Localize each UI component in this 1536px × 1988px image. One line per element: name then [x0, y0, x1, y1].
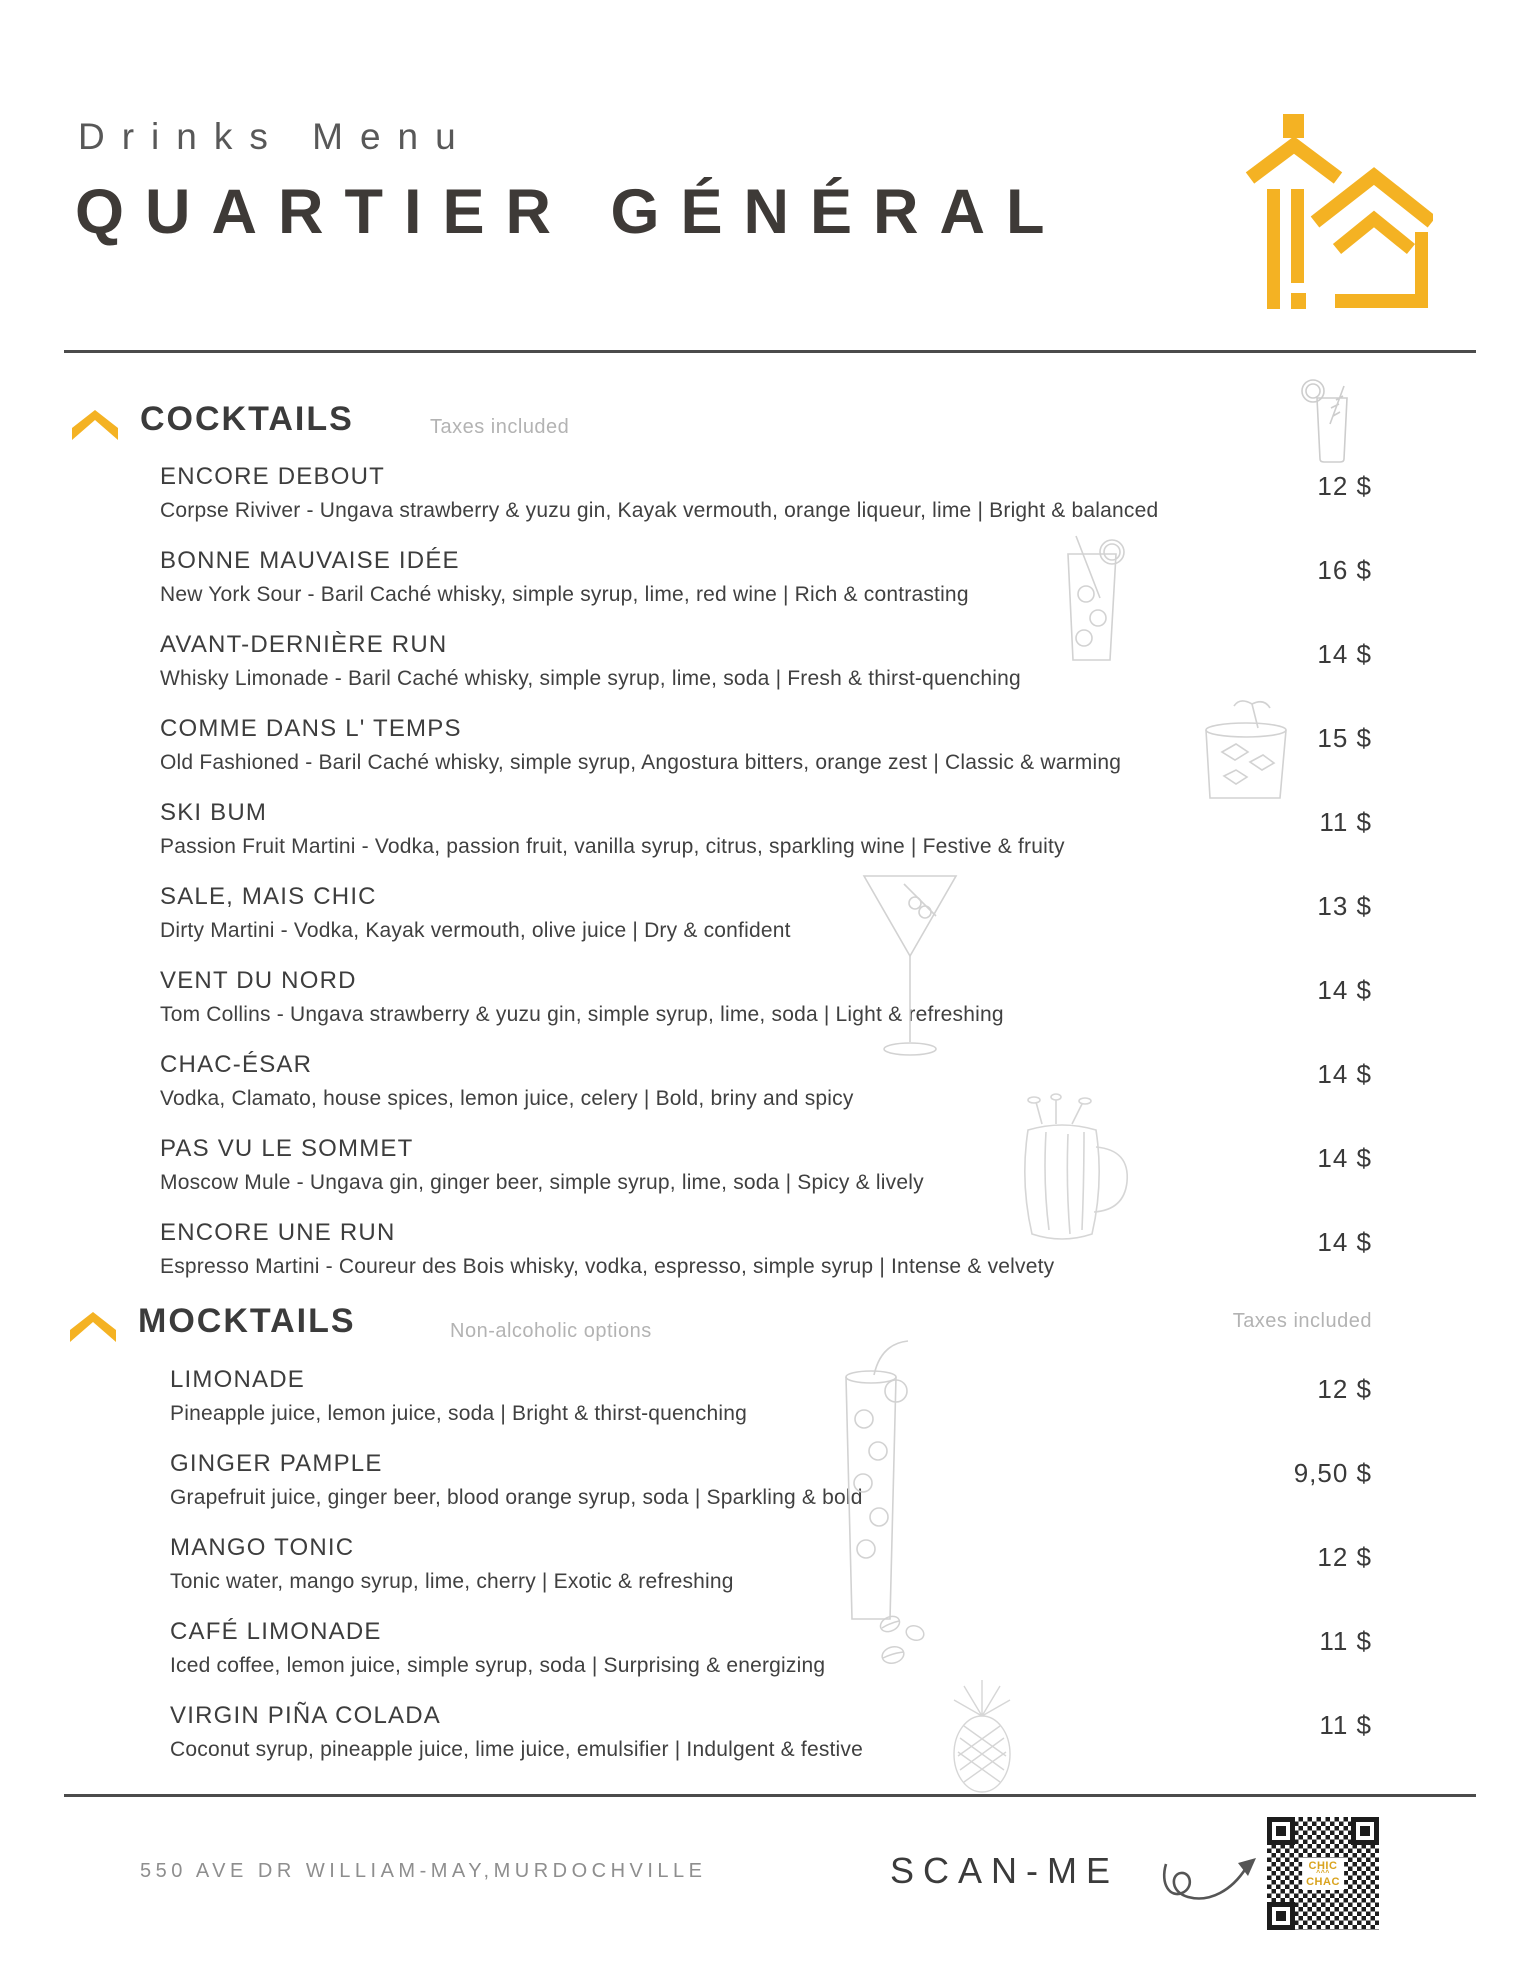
item-price: 15 $: [1317, 723, 1372, 753]
item-price: 14 $: [1317, 1059, 1372, 1089]
item-name: ENCORE UNE RUN: [160, 1219, 396, 1246]
item-price: 11 $: [1319, 807, 1372, 837]
menu-item: [160, 715, 1372, 775]
item-price: 14 $: [1317, 1227, 1372, 1257]
qr-finder-icon: [1351, 1817, 1379, 1845]
mule-mug-icon: [990, 1092, 1140, 1252]
item-price: 14 $: [1317, 639, 1372, 669]
footer-divider: [64, 1794, 1476, 1797]
menu-item: [160, 883, 1372, 943]
menu-item: [170, 1450, 1372, 1510]
item-description: Iced coffee, lemon juice, simple syrup, soda | Surprising & energizing: [170, 1654, 826, 1677]
item-name: GINGER PAMPLE: [170, 1450, 383, 1477]
rocks-glass-icon: [1194, 696, 1296, 813]
menu-item: [160, 967, 1372, 1027]
cocktails-tax-note: Taxes included: [430, 416, 570, 438]
item-price: 14 $: [1317, 1143, 1372, 1173]
curly-arrow-icon: [1158, 1846, 1262, 1915]
item-name: LIMONADE: [170, 1366, 305, 1393]
item-description: Pineapple juice, lemon juice, soda | Bright & thirst-quenching: [170, 1402, 748, 1425]
menu-item: [160, 463, 1372, 523]
header-divider: [64, 350, 1476, 353]
item-name: CAFÉ LIMONADE: [170, 1618, 382, 1645]
item-price: 16 $: [1317, 555, 1372, 585]
item-description: Coconut syrup, pineapple juice, lime juice, emulsifier | Indulgent & festive: [170, 1738, 864, 1761]
item-description: Moscow Mule - Ungava gin, ginger beer, simple syrup, lime, soda | Spicy & lively: [160, 1171, 924, 1194]
item-price: 13 $: [1317, 891, 1372, 921]
martini-glass-icon: [860, 870, 960, 1073]
menu-item: [170, 1618, 1372, 1678]
item-name: PAS VU LE SOMMET: [160, 1135, 414, 1162]
qr-label-line2: CHAC: [1306, 1875, 1340, 1888]
item-name: VIRGIN PIÑA COLADA: [170, 1702, 441, 1729]
address-text: 550 AVE DR WILLIAM-MAY,MURDOCHVILLE: [140, 1860, 707, 1882]
logo-dot: [1283, 114, 1304, 138]
item-price: 12 $: [1317, 1374, 1372, 1404]
item-price: 11 $: [1319, 1710, 1372, 1740]
item-name: CHAC-ÉSAR: [160, 1051, 313, 1078]
menu-item: [170, 1702, 1372, 1762]
chevron-up-icon: [72, 410, 118, 445]
item-description: Vodka, Clamato, house spices, lemon juice, celery | Bold, briny and spicy: [160, 1087, 854, 1110]
highball-glass-icon: [1300, 378, 1352, 471]
item-description: Dirty Martini - Vodka, Kayak vermouth, olive juice | Dry & confident: [160, 919, 791, 942]
qr-label-carets: ^^^: [1316, 1869, 1330, 1877]
qr-finder-icon: [1267, 1902, 1295, 1930]
chevron-up-icon: [70, 1312, 116, 1347]
item-description: Passion Fruit Martini - Vodka, passion fruit, vanilla syrup, citrus, sparkling wine | Festive & fruity: [160, 835, 1065, 858]
item-description: Tonic water, mango syrup, lime, cherry | Exotic & refreshing: [170, 1570, 734, 1593]
item-price: 9,50 $: [1293, 1458, 1372, 1488]
qr-label-line1: CHIC: [1308, 1859, 1338, 1872]
qr-finder-icon: [1267, 1817, 1295, 1845]
qr-center-label: [1302, 1858, 1344, 1890]
item-description: Old Fashioned - Baril Caché whisky, simple syrup, Angostura bitters, orange zest | Classic & warming: [160, 751, 1122, 774]
pineapple-icon: [936, 1668, 1028, 1801]
item-name: SALE, MAIS CHIC: [160, 883, 377, 910]
item-name: MANGO TONIC: [170, 1534, 355, 1561]
section-title-mocktails: MOCKTAILS: [138, 1302, 356, 1340]
item-price: 14 $: [1317, 975, 1372, 1005]
scan-me-label: SCAN-ME: [890, 1850, 1120, 1891]
menu-item: [160, 1219, 1372, 1279]
mocktails-tax-note: Taxes included: [1232, 1310, 1372, 1332]
item-price: 11 $: [1319, 1626, 1372, 1656]
item-name: VENT DU NORD: [160, 967, 357, 994]
restaurant-title: QUARTIER GÉNÉRAL: [75, 177, 1066, 247]
item-description: Tom Collins - Ungava strawberry & yuzu gin, simple syrup, lime, soda | Light & refreshing: [160, 1003, 1004, 1026]
section-title-cocktails: COCKTAILS: [140, 400, 354, 438]
item-description: Grapefruit juice, ginger beer, blood orange syrup, soda | Sparkling & bold: [170, 1486, 863, 1509]
chalet-tower-logo-icon: [1228, 112, 1433, 317]
lemonade-glass-icon: [818, 1335, 923, 1638]
menu-item: [160, 631, 1372, 691]
menu-item: [160, 547, 1372, 607]
collins-glass-icon: [1046, 532, 1134, 675]
menu-subtitle: Drinks Menu: [78, 116, 473, 157]
item-name: COMME DANS L' TEMPS: [160, 715, 462, 742]
item-name: SKI BUM: [160, 799, 268, 826]
item-name: AVANT-DERNIÈRE RUN: [160, 631, 448, 658]
item-description: Corpse Riviver - Ungava strawberry & yuzu gin, Kayak vermouth, orange liqueur, lime | Bright & balanced: [160, 499, 1159, 522]
item-description: Whisky Limonade - Baril Caché whisky, simple syrup, lime, soda | Fresh & thirst-quenching: [160, 667, 1021, 690]
item-description: Espresso Martini - Coureur des Bois whisky, vodka, espresso, simple syrup | Intense & velvety: [160, 1255, 1055, 1278]
menu-item: [160, 799, 1372, 859]
mocktails-note: Non-alcoholic options: [450, 1320, 652, 1342]
qr-code[interactable]: [1267, 1817, 1379, 1930]
item-price: 12 $: [1317, 1542, 1372, 1572]
menu-item: [160, 1135, 1372, 1195]
menu-item: [160, 1051, 1372, 1111]
menu-item: [170, 1534, 1372, 1594]
item-price: 12 $: [1317, 471, 1372, 501]
coffee-beans-icon: [876, 1612, 932, 1673]
menu-item: [170, 1366, 1372, 1426]
item-name: ENCORE DEBOUT: [160, 463, 385, 490]
item-description: New York Sour - Baril Caché whisky, simple syrup, lime, red wine | Rich & contrasting: [160, 583, 969, 606]
item-name: BONNE MAUVAISE IDÉE: [160, 547, 460, 574]
